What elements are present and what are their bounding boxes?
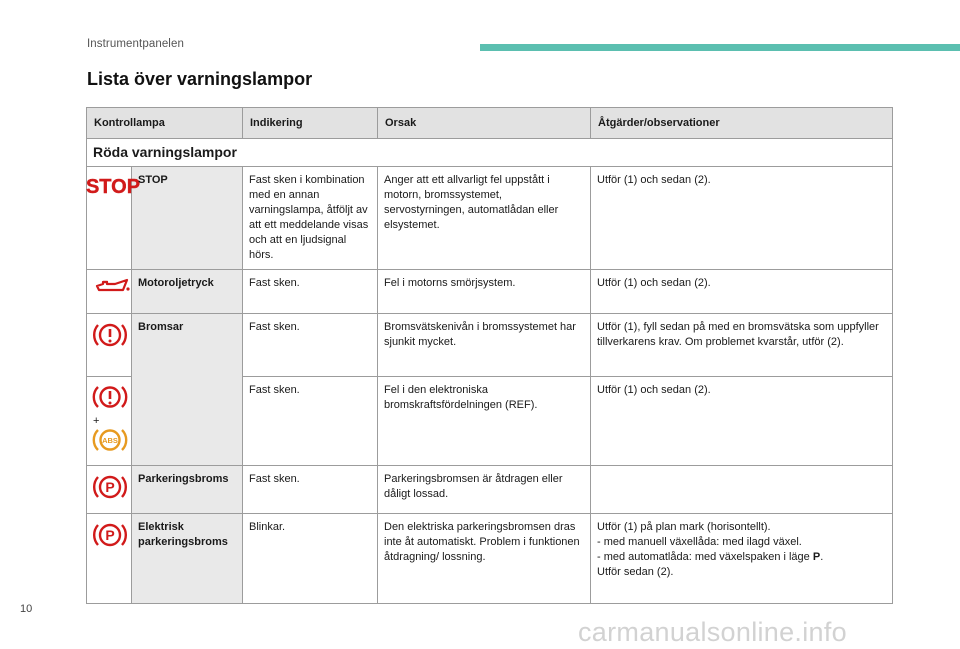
lamp-name: STOP (132, 167, 243, 270)
action-line (597, 550, 886, 565)
cause-cell: Bromsvätskenivån i bromssystemet har sjunkit mycket. (378, 314, 591, 377)
page-number: 10 (20, 603, 33, 615)
action-line: Utför (1) på plan mark (horisontellt). (597, 521, 771, 533)
stop-lamp-text: STOP (85, 176, 141, 198)
col-header-lamp: Kontrollampa (87, 108, 243, 139)
col-header-cause: Orsak (378, 108, 591, 139)
indication-cell: Fast sken. (243, 314, 378, 377)
section-title: Röda varningslampor (87, 139, 893, 167)
table-row (87, 466, 893, 514)
header-accent-bar (480, 44, 960, 51)
cause-cell: Parkeringsbromsen är åtdragen eller dåligt lossad. (378, 466, 591, 514)
cause-cell: Fel i den elektroniska bromskraftsfördelningen (REF). (378, 377, 591, 466)
page-title: Lista över varningslampor (87, 69, 313, 89)
lamp-name: Bromsar (132, 314, 243, 466)
action-line-text: - med automatlåda: med växelspaken i läge (597, 551, 813, 563)
parking-brake-icon (87, 466, 132, 514)
indication-cell: Blinkar. (243, 514, 378, 604)
indication-cell: Fast sken. (243, 377, 378, 466)
action-cell (591, 466, 893, 514)
table-row (87, 514, 893, 604)
action-cell (591, 514, 893, 604)
watermark-text: carmanualsonline.info (578, 617, 847, 647)
cause-cell: Den elektriska parkeringsbromsen dras inte åt automatiskt. Problem i funktionen åtdragning/ lossning. (378, 514, 591, 604)
brake-abs-icon (87, 377, 132, 466)
action-cell: Utför (1) och sedan (2). (591, 167, 893, 270)
action-cell: Utför (1) och sedan (2). (591, 377, 893, 466)
action-line-tail: . (820, 551, 824, 563)
action-cell: Utför (1), fyll sedan på med en bromsvätska som uppfyller tillverkarens krav. Om problemet kvarstår, utför (2). (591, 314, 893, 377)
table-row (87, 167, 893, 270)
indication-cell: Fast sken. (243, 466, 378, 514)
section-header-label: Instrumentpanelen (87, 38, 184, 50)
table-row (87, 270, 893, 314)
lamp-name: Parkeringsbroms (132, 466, 243, 514)
lamp-name: Elektrisk parkeringsbroms (132, 514, 243, 604)
stop-lamp-icon (85, 167, 141, 270)
warning-lamps-table (86, 107, 893, 604)
lamp-name: Motoroljetryck (132, 270, 243, 314)
plus-sign: + (93, 415, 100, 427)
table-row (87, 314, 893, 377)
parking-p-text: P (105, 479, 115, 495)
table-header-row (87, 108, 893, 139)
oil-pressure-icon (87, 270, 132, 314)
electric-parking-p-text: P (105, 527, 115, 543)
action-line: - med manuell växellåda: med ilagd växel. (597, 536, 802, 548)
abs-text: ABS (102, 436, 118, 445)
col-header-indication: Indikering (243, 108, 378, 139)
brake-warning-icon (87, 314, 132, 377)
cause-cell: Anger att ett allvarligt fel uppstått i motorn, bromssystemet, servostyrningen, automatlådan eller elsystemet. (378, 167, 591, 270)
gear-position-p: P (812, 551, 821, 563)
cause-cell: Fel i motorns smörjsystem. (378, 270, 591, 314)
indication-cell: Fast sken. (243, 270, 378, 314)
action-cell: Utför (1) och sedan (2). (591, 270, 893, 314)
electric-parking-brake-icon (87, 514, 132, 604)
col-header-action: Åtgärder/observationer (591, 108, 893, 139)
action-line: Utför sedan (2). (597, 566, 674, 578)
indication-cell: Fast sken i kombination med en annan varningslampa, åtföljt av att ett meddelande visas och att en ljudsignal hörs. (243, 167, 378, 270)
